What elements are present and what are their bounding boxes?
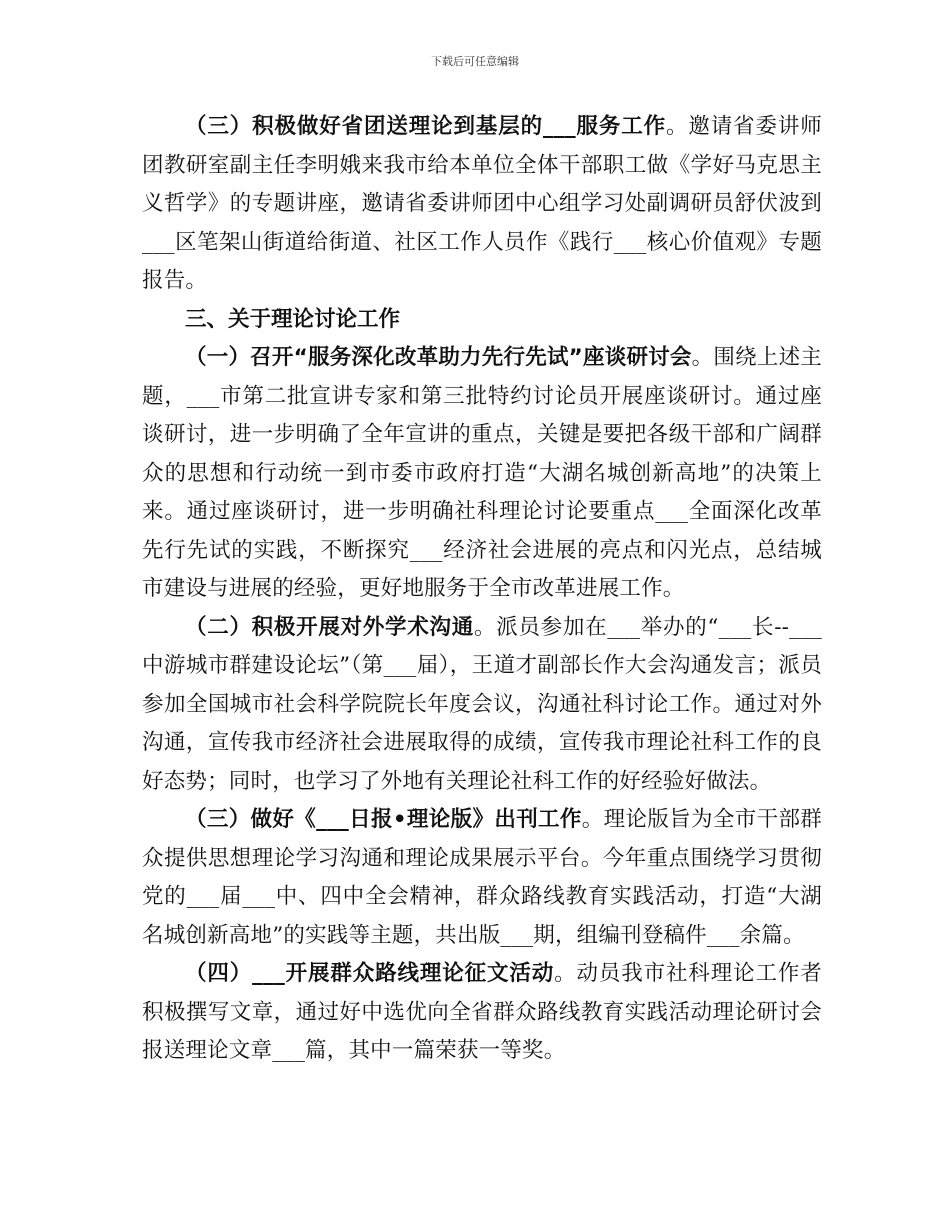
paragraph-academic-exchange [142,609,822,802]
paragraph-heading: （三）做好《___日报•理论版》出刊工作 [185,807,582,832]
paragraph-heading: （三）积极做好省团送理论到基层的___服务工作 [185,114,667,139]
paragraph-daily-theory [142,801,822,955]
paragraph-seminar [142,339,822,609]
page-header: 下载后可任意编辑 [431,55,519,68]
paragraph-body: 。动员我市社科理论工作者积极撰写文章，通过好中选优向全省群众路线教育实践活动理论研讨会报送理论文章___篇，其中一篇荣获一等奖。 [142,961,823,1063]
paragraph-essay-contest [142,955,822,1071]
paragraph-body: 。派员参加在___举办的“___长--___中游城市群建设论坛”（第___届），王道才副部长作大会沟通发言；派员参加全国城市社会科学院院长年度会议，沟通社科讨论工作。通过对外沟通，宣传我市经济社会进展取得的成绩，宣传我市理论社科工作的良好态势；同时，也学习了外地有关理论社科工作的好经验好做法。 [142,614,823,794]
paragraph-body: 。理论版旨为全市干部群众提供思想理论学习沟通和理论成果展示平台。今年重点围绕学习贯彻党的___届___中、四中全会精神，群众路线教育实践活动，打造“大湖名城创新高地”的实践等主题，共出版___期，组编刊登稿件___余篇。 [142,807,823,948]
paragraph-provincial-lecture [142,108,822,301]
paragraph-heading: （一）召开“服务深化改革助力先行先试”座谈研讨会 [185,345,692,370]
paragraph-body: 。围绕上述主题，___市第二批宣讲专家和第三批特约讨论员开展座谈研讨。通过座谈研讨，进一步明确了全年宣讲的重点，关键是要把各级干部和广阔群众的思想和行动统一到市委市政府打造“大湖名城创新高地”的决策上来。通过座谈研讨，进一步明确社科理论讨论要重点___全面深化改革先行先试的实践，不断探究___经济社会进展的亮点和闪光点，总结城市建设与进展的经验，更好地服务于全市改革进展工作。 [142,345,822,601]
paragraph-body: 。邀请省委讲师团教研室副主任李明娥来我市给本单位全体干部职工做《学好马克思主义哲学》的专题讲座，邀请省委讲师团中心组学习处副调研员舒伏波到___区笔架山街道给街道、社区工作人员作《践行___核心价值观》专题报告。 [142,114,822,293]
paragraph-heading: （二）积极开展对外学术沟通 [185,614,474,640]
document-body [142,108,822,1071]
section-title: 三、关于理论讨论工作 [185,306,401,332]
paragraph-heading: （四）___开展群众路线理论征文活动 [185,961,555,986]
